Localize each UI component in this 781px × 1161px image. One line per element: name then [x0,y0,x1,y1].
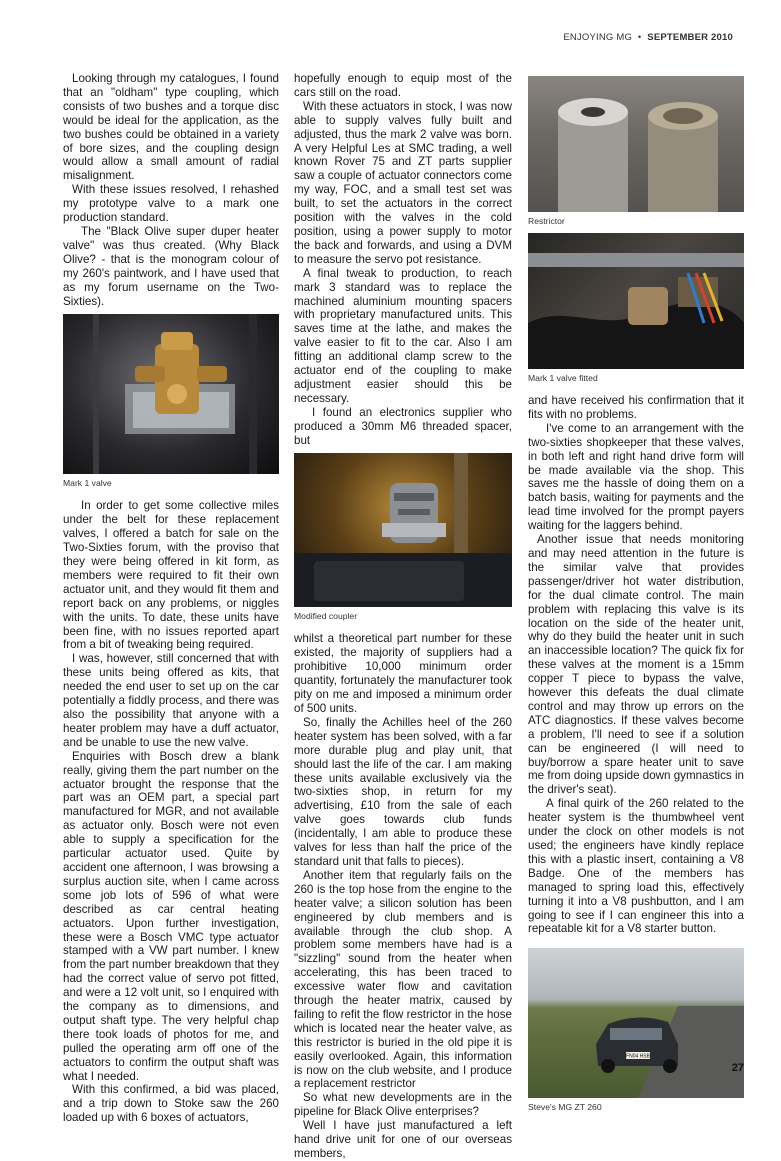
paragraph: I was, however, still concerned that with these units being offered as kits, that needed the end user to set up on the car potentially a fiddly process, and there was also the possibility that anyone with a heater problem may have a duff actuator, and be unable to use the new valve. [63,652,279,749]
mark1-valve-photo [63,314,279,474]
paragraph: With these issues resolved, I rehashed my prototype valve to a mark one production standard. [63,183,279,225]
paragraph: I've come to an arrangement with the two-sixties shopkeeper that these valves, in both left and right hand drive form will be made available via the shop. This saves me the hassle of doing them on a batch basis, waiting for payments and the lead time involved for the prompt payers waiting for the laggers behind. [528,421,744,533]
paragraph: Another issue that needs monitoring and may need attention in the future is the similar valve that provides passenger/driver hot water distribution, for the dual climate control. The main problem with replacing this valve is its location on the side of the heater unit, why do they build the heater unit in such an inaccessible location? The quick fix for these valves at the moment is a 15mm copper T piece to bypass the valve, however this defeats the dual climate control and may throw up errors on the ATC diagnostics. If these valves become a problem, I'll need to see if a solution can be engineered (I will need to buy/borrow a spare heater unit to save me from doing upside down gymnastics in the driver's seat). [528,533,744,797]
paragraph: hopefully enough to equip most of the cars still on the road. [294,72,512,99]
running-header [563,32,733,43]
paragraph: Well I have just manufactured a left hand drive unit for one of our overseas members, [294,1119,512,1160]
figure-caption: Steve's MG ZT 260 [528,1102,602,1113]
paragraph: Enquiries with Bosch drew a blank really, giving them the part number on the actuator brought the response that the part was an OEM part, a special part manufactured for MGR, and not available as actuator only. Bosch were not even able to supply a specification for the particular actuator used. Quite by accident one afternoon, I was browsing a surplus auction site, when I came across some job lots of 596 of what were described as car central heating actuators. Upon further investigation, these were a Bosch VMC type actuator stamped with a VW part number. I knew from the part number breakdown that they had the correct value of servo pot fitted, and were a 12 volt unit, so I enquired with the company as to dimensions, and output shaft type. The very helpful chap there took loads of photos for me, and pulled the operating arm off one of the actuators to confirm the output shaft was what I needed. [63,749,279,1083]
paragraph: The "Black Olive super duper heater valve" was thus created. (Why Black Olive? - that is the monogram colour of my 260's paintwork, and I have used that as my forum username on the Two-Sixties). [63,224,279,308]
paragraph: With these actuators in stock, I was now able to supply valves fully built and adjusted, thus the mark 2 valve was born. A very Helpful Les at SMC trading, a well known Rover 75 and ZT parts supplier saw a couple of actuator connectors come my way, FOC, and a small test set was built, to set the actuators in the correct position with the valves in the cold position, using a power supply to motor the back and forwards, and using a DVM to measure the servo pot resistance. [294,99,512,266]
figure-caption: Mark 1 valve [63,478,112,489]
header-separator: • [637,32,642,43]
figure-modified-coupler [294,453,512,622]
figure-mark1-valve [63,314,279,489]
mark1-valve-fitted-photo [528,233,744,369]
paragraph: With this confirmed, a bid was placed, and a trip down to Stoke saw the 260 loaded up with 6 boxes of actuators, [63,1083,279,1125]
figure-caption: Modified coupler [294,611,358,622]
steves-mg-photo [528,948,744,1098]
figure-restrictor [528,76,744,227]
column-1 [63,72,279,1125]
paragraph: whilst a theoretical part number for these existed, the majority of suppliers had a prohibitive 10,000 minimum order quantity, fortunately the manufacturer took pity on me and imposed a minimum order of 500 units. [294,632,512,715]
paragraph: Another item that regularly fails on the 260 is the top hose from the engine to the heater valve; a silicon solution has been engineered by club members and is available through the club shop. A problem some members have had is a "sizzling" sound from the heater when accelerating, this has been traced to excessive water flow and cavitation through the heater matrix, caused by failing to refit the flow restrictor in the hose which is located near the heater valve, as this restrictor is buried in the old pipe it is easily overlooked. Again, this information is now on the club website, and I produce a replacement restrictor [294,868,512,1091]
paragraph: A final quirk of the 260 related to the heater system is the thumbwheel vent under the clock on other models is not used; the engineers have kindly replace this with a plastic insert, containing a V8 Badge. One of the members has managed to spring load this, effectively turning it into a V8 pushbutton, and I am going to see if I can engineer this into a repeatable kit for a V8 starter button. [528,797,744,936]
figure-mark1-valve-fitted [528,233,744,384]
page-number: 27 [731,1062,744,1074]
column-3 [528,76,744,1123]
paragraph: and have received his confirmation that it fits with no problems. [528,394,744,421]
figure-caption: Restrictor [528,216,565,226]
figure-caption: Mark 1 valve fitted [528,373,598,383]
paragraph: So, finally the Achilles heel of the 260 heater system has been solved, with a far more durable plug and play unit, that should last the life of the car. I am making these units available exclusively via the two-sixties shop, in return for my advertising, £10 from the sale of each valve goes towards club funds (incidentally, I am able to produce these valves for less than half the price of the standard unit that falls to pieces). [294,715,512,868]
restrictor-illustration [528,76,744,212]
paragraph: Looking through my catalogues, I found that an "oldham" type coupling, which consists of two bushes and a torque disc would be ideal for the application, as the two bushes could be obtained in a variety of bore sizes, and the coupling design would allow a small amount of radial misalignment. [63,72,279,183]
issue-date: SEPTEMBER 2010 [647,32,733,43]
paragraph: So what new developments are in the pipeline for Black Olive enterprises? [294,1091,512,1119]
coupler-illustration [294,453,512,607]
column-2 [294,72,512,1161]
restrictor-photo [528,76,744,212]
number-plate: FN04 HSB [626,1053,650,1060]
engine-bay-illustration [528,233,744,369]
valve-illustration [63,314,279,474]
figure-steves-mg [528,948,744,1113]
modified-coupler-photo [294,453,512,607]
magazine-name: ENJOYING MG [563,32,633,43]
paragraph: In order to get some collective miles under the belt for these replacement valves, I offered a batch for sale on the Two-Sixties forum, with the proviso that they were being offered in kit form, as members were required to fit their own actuator unit, and they would fit them and report back on any problems, or niggles with the units. To date, these units have been fine, with no issues reported apart from a bit of tweaking being required. [63,499,279,652]
paragraph: I found an electronics supplier who produced a 30mm M6 threaded spacer, but [294,405,512,447]
car-illustration [528,948,744,1098]
paragraph: A final tweak to production, to reach mark 3 standard was to replace the machined aluminium mounting spacers with proprietary manufactured units. This saves time at the lathe, and makes the valve easier to fit to the car. Also I am fitting an additional clamp screw to the actuator end of the coupling to make adjustment easier should this be necessary. [294,266,512,405]
